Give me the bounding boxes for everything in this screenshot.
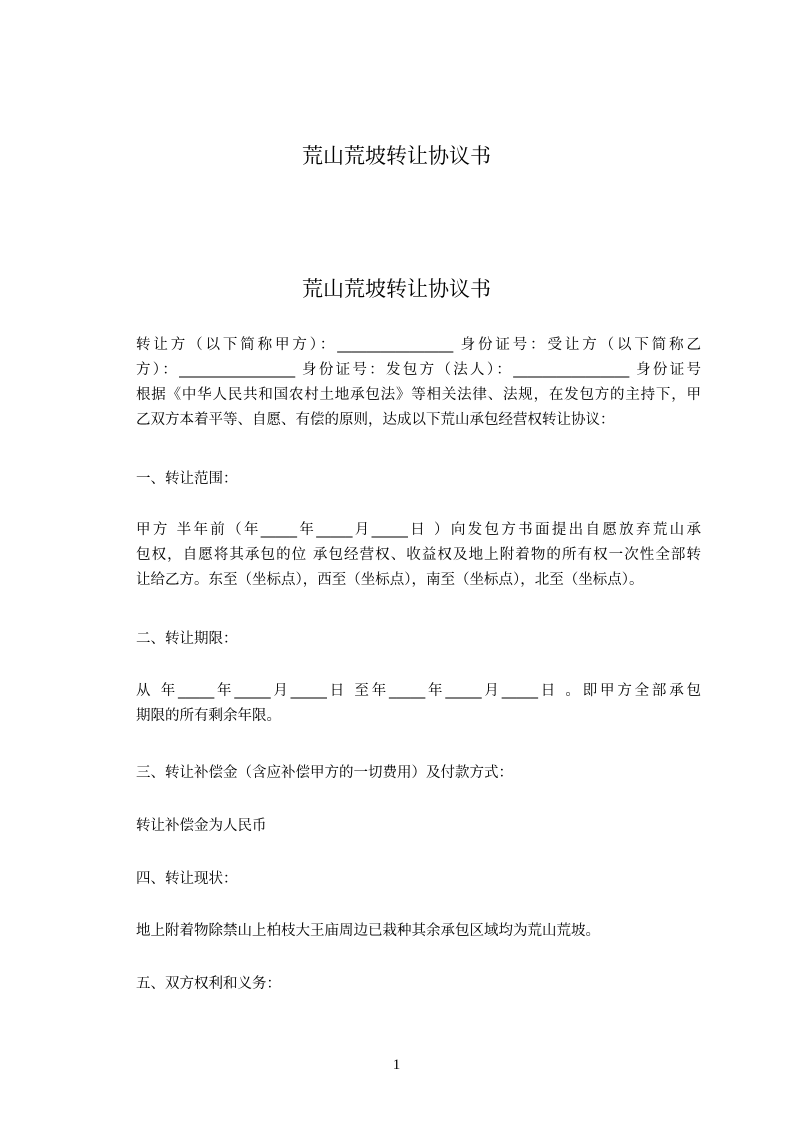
intro-line-2: 方）：________________ 身份证号：发包方（法人）：________________ 身份证号 [136,362,701,378]
agreement-title: 荒山荒坡转让协议书 [302,277,491,301]
section-2-heading: 二、转让期限： [136,631,238,647]
section-1-line-2: 包权，自愿将其承包的位 承包经营权、收益权及地上附着物的所有权一次性全部转 [136,547,701,563]
section-4-heading: 四、转让现状： [136,871,238,887]
intro-paragraph [136,333,701,358]
section-3-heading: 三、转让补偿金（含应补偿甲方的一切费用）及付款方式： [136,765,513,781]
intro-line-1: 转让方（以下简称甲方）：________________ 身份证号：受让方（以下简称乙 [136,337,701,353]
section-1-paragraph [136,518,701,593]
section-1-heading: 一、转让范围： [136,471,238,487]
intro-line-4: 乙双方本着平等、自愿、有偿的原则，达成以下荒山承包经营权转让协议： [136,412,615,428]
section-4-text: 地上附着物除禁山上柏枝大王庙周边已栽种其余承包区域均为荒山荒坡。 [136,923,600,939]
document-title: 荒山荒坡转让协议书 [302,144,491,168]
section-2-line-2: 期限的所有剩余年限。 [136,708,281,724]
intro-paragraph-cont [136,358,701,433]
section-3-text: 转让补偿金为人民币 [136,818,267,834]
section-1-line-1: 甲方 半年前（年_____年_____月_____日 ）向发包方书面提出自愿放弃荒山承 [136,522,701,538]
section-2-line-1: 从 年_____年_____月_____日 至年_____年_____月_____日 。即甲方全部承包 [136,683,701,699]
intro-line-3: 根据《中华人民共和国农村土地承包法》等相关法律、法规，在发包方的主持下，甲 [136,387,701,403]
section-5-heading: 五、双方权利和义务： [136,976,281,992]
section-1-line-3: 让给乙方。东至（坐标点），西至（坐标点），南至（坐标点），北至（坐标点）。 [136,572,644,588]
page-number: 1 [392,1057,401,1073]
section-2-paragraph [136,679,701,729]
